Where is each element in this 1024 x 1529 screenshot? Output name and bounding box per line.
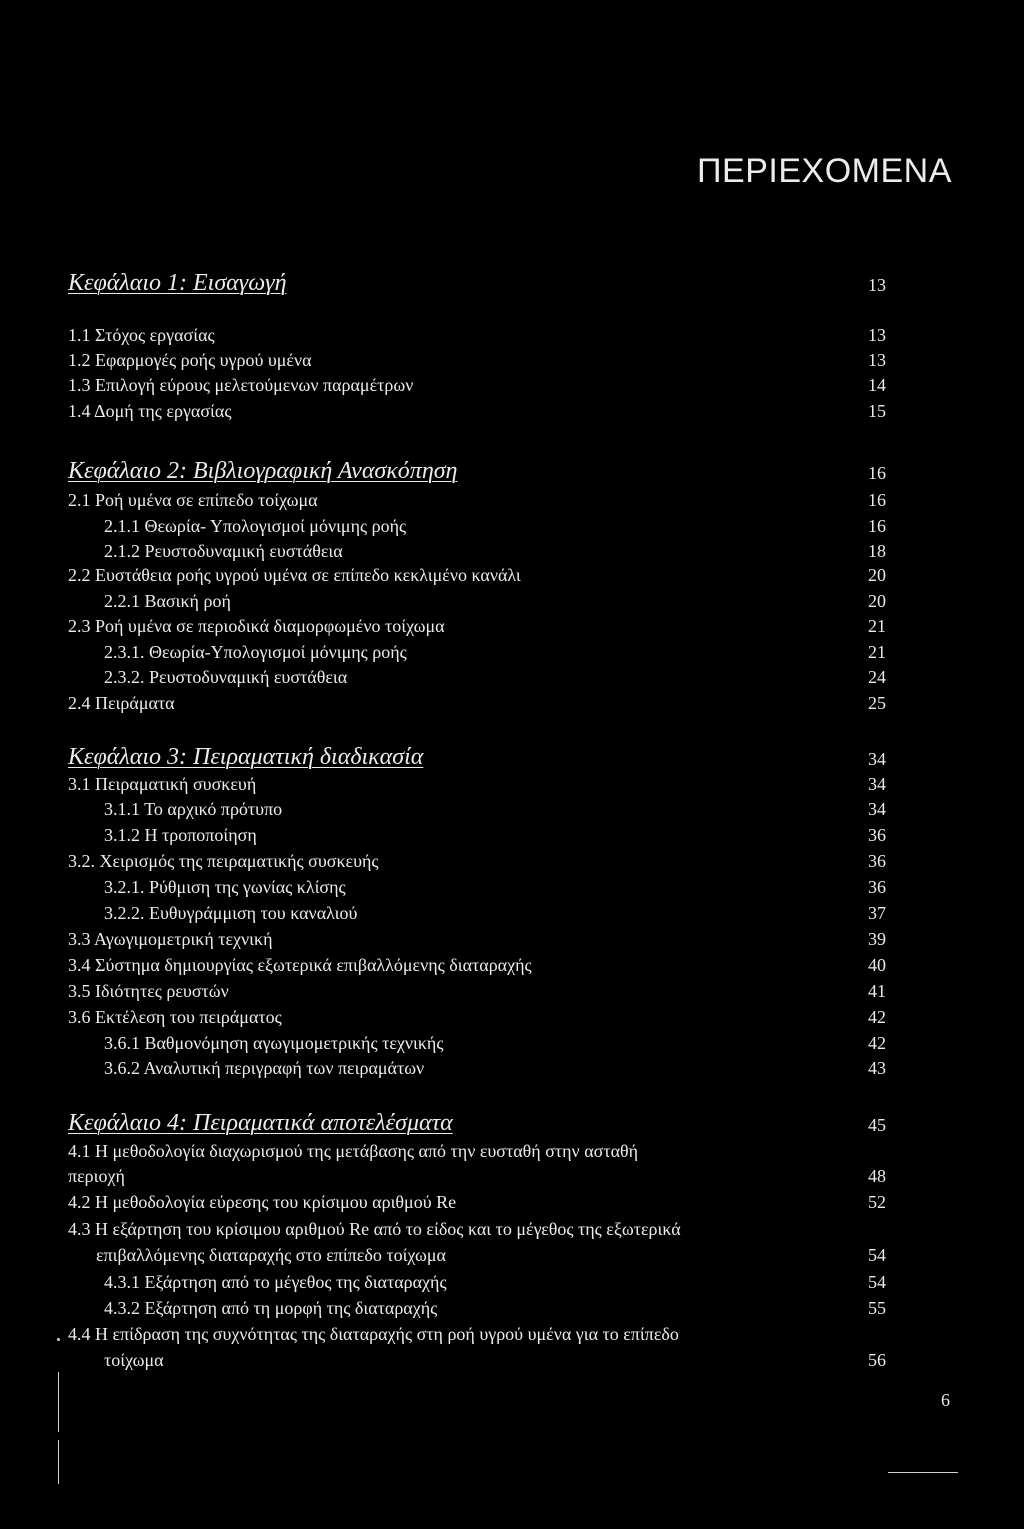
- toc-entry-title: 2.4 Πειράματα: [68, 693, 175, 713]
- toc-entry-page: 54: [868, 1272, 886, 1292]
- toc-entry-page: 13: [868, 325, 886, 345]
- toc-entry-page: 40: [868, 955, 886, 975]
- page-title: ΠΕΡΙΕΧΟΜΕΝΑ: [697, 152, 952, 190]
- toc-entry-title: 3.2.1. Ρύθμιση της γωνίας κλίσης: [104, 877, 346, 897]
- toc-entry-page: 42: [868, 1007, 886, 1027]
- toc-entry-title: 2.3.2. Ρευστοδυναμική ευστάθεια: [104, 667, 348, 687]
- toc-entry: [0, 1297, 1024, 1323]
- toc-entry-title: 3.1.1 Το αρχικό πρότυπο: [104, 799, 283, 819]
- toc-entry: [0, 928, 1024, 954]
- toc-entry-page: 42: [868, 1033, 886, 1053]
- toc-entry: [0, 349, 1024, 375]
- toc-entry-title: 2.2 Ευστάθεια ροής υγρού υμένα σε επίπεδο κεκλιμένο κανάλι: [68, 565, 521, 585]
- toc-entry: [0, 824, 1024, 850]
- toc-entry-title: 2.3.1. Θεωρία-Υπολογισμοί μόνιμης ροής: [104, 642, 407, 662]
- stray-mark: [57, 1338, 60, 1341]
- toc-entry: [0, 489, 1024, 515]
- toc-entry-title: 3.6.1 Βαθμονόμηση αγωγιμομετρικής τεχνικής: [104, 1033, 444, 1053]
- scan-mark-left-upper: [58, 1372, 59, 1432]
- footer-rule: [888, 1472, 958, 1473]
- toc-entry: [0, 515, 1024, 541]
- toc-entry: [0, 773, 1024, 799]
- toc-entry-title: 4.3.1 Εξάρτηση από το μέγεθος της διαταραχής: [104, 1272, 447, 1292]
- toc-entry-page: 24: [868, 667, 886, 687]
- toc-entry: [0, 1191, 1024, 1217]
- toc-entry: [0, 1057, 1024, 1083]
- toc-entry-title: 1.3 Επιλογή εύρους μελετούμενων παραμέτρων: [68, 375, 414, 395]
- toc-entry: [0, 692, 1024, 718]
- toc-entry-page: 20: [868, 565, 886, 585]
- toc-entry: [0, 666, 1024, 692]
- toc-chapter-heading: [0, 1108, 1024, 1134]
- toc-entry: [0, 590, 1024, 616]
- toc-entry-title: Κεφάλαιο 4: Πειραματικά αποτελέσματα: [68, 1110, 453, 1136]
- toc-entry-page: 16: [868, 490, 886, 510]
- toc-entry-title-continuation: περιοχή: [68, 1166, 125, 1186]
- toc-entry-page: 16: [868, 516, 886, 536]
- toc-entry: [0, 876, 1024, 902]
- toc-entry: [0, 564, 1024, 590]
- toc-entry-title: 4.3.2 Εξάρτηση από τη μορφή της διαταραχής: [104, 1298, 438, 1318]
- toc-entry-title: 2.1 Ροή υμένα σε επίπεδο τοίχωμα: [68, 490, 318, 510]
- toc-entry: [0, 540, 1024, 566]
- toc-entry: [0, 954, 1024, 980]
- toc-entry: [0, 850, 1024, 876]
- toc-entry: [0, 324, 1024, 350]
- toc-entry: [0, 798, 1024, 824]
- toc-entry-page: 13: [868, 275, 886, 295]
- toc-entry-page: 48: [868, 1166, 886, 1186]
- toc-entry-title: 3.6.2 Αναλυτική περιγραφή των πειραμάτων: [104, 1058, 425, 1078]
- toc-entry-title: 1.4 Δομή της εργασίας: [68, 401, 232, 421]
- toc-entry-title: Κεφάλαιο 3: Πειραματική διαδικασία: [68, 744, 424, 770]
- toc-entry-title: 3.4 Σύστημα δημιουργίας εξωτερικά επιβαλλόμενης διαταραχής: [68, 955, 532, 975]
- toc-entry-page: 21: [868, 642, 886, 662]
- toc-chapter-heading: [0, 456, 1024, 482]
- toc-entry-page: 14: [868, 375, 886, 395]
- toc-entry: [0, 980, 1024, 1006]
- toc-entry-title: Κεφάλαιο 2: Βιβλιογραφική Ανασκόπηση: [68, 458, 458, 484]
- toc-entry-page: 25: [868, 693, 886, 713]
- toc-entry-page: 21: [868, 616, 886, 636]
- toc-entry-title: 4.3 Η εξάρτηση του κρίσιμου αριθμού Re από το είδος και το μέγεθος της εξωτερικά: [68, 1219, 681, 1239]
- toc-entry-title: 3.3 Αγωγιμομετρική τεχνική: [68, 929, 273, 949]
- toc-entry-title: 2.3 Ροή υμένα σε περιοδικά διαμορφωμένο τοίχωμα: [68, 616, 445, 636]
- toc-entry-title: 4.2 Η μεθοδολογία εύρεσης του κρίσιμου αριθμού Re: [68, 1192, 457, 1212]
- toc-entry: [0, 615, 1024, 641]
- toc-entry-page: 13: [868, 350, 886, 370]
- toc-chapter-heading: [0, 742, 1024, 768]
- toc-entry-title-continuation: τοίχωμα: [104, 1350, 164, 1370]
- toc-entry-page: 36: [868, 877, 886, 897]
- toc-entry: [0, 641, 1024, 667]
- toc-entry-title: 1.1 Στόχος εργασίας: [68, 325, 215, 345]
- toc-entry: [0, 400, 1024, 426]
- toc-entry-title: 3.1 Πειραματική συσκευή: [68, 774, 257, 794]
- toc-entry-title-continuation: επιβαλλόμενης διαταραχής στο επίπεδο τοίχωμα: [96, 1245, 446, 1265]
- toc-entry-title: 3.5 Ιδιότητες ρευστών: [68, 981, 229, 1001]
- toc-entry-page: 43: [868, 1058, 886, 1078]
- toc-entry-title: Κεφάλαιο 1: Εισαγωγή: [68, 270, 287, 296]
- toc-entry-title: 3.6 Εκτέλεση του πειράματος: [68, 1007, 282, 1027]
- toc-entry-title: 4.4 Η επίδραση της συχνότητας της διαταραχής στη ροή υγρού υμένα για το επίπεδο: [68, 1324, 679, 1344]
- toc-entry: [0, 902, 1024, 928]
- toc-entry-page: 20: [868, 591, 886, 611]
- toc-entry-title: 2.1.1 Θεωρία- Υπολογισμοί μόνιμης ροής: [104, 516, 407, 536]
- toc-entry-title: 2.1.2 Ρευστοδυναμική ευστάθεια: [104, 541, 343, 561]
- toc-entry-page: 54: [868, 1245, 886, 1265]
- toc-entry-page: 34: [868, 799, 886, 819]
- toc-entry-title: 3.2. Χειρισμός της πειραματικής συσκευής: [68, 851, 379, 871]
- toc-entry: [0, 1032, 1024, 1058]
- toc-entry: [0, 1271, 1024, 1297]
- toc-entry-page: 37: [868, 903, 886, 923]
- toc-entry-page: 39: [868, 929, 886, 949]
- toc-entry-title: 4.1 Η μεθοδολογία διαχωρισμού της μετάβασης από την ευσταθή στην ασταθή: [68, 1141, 639, 1161]
- toc-entry: [0, 374, 1024, 400]
- toc-entry-page: 36: [868, 825, 886, 845]
- toc-entry-title: 2.2.1 Βασική ροή: [104, 591, 231, 611]
- scan-mark-left-lower: [58, 1440, 59, 1484]
- toc-entry-title: 1.2 Εφαρμογές ροής υγρού υμένα: [68, 350, 312, 370]
- toc-entry-page: 34: [868, 749, 886, 769]
- toc-entry-page: 41: [868, 981, 886, 1001]
- toc-entry-page: 55: [868, 1298, 886, 1318]
- toc-entry-title: 3.2.2. Ευθυγράμμιση του καναλιού: [104, 903, 358, 923]
- toc-entry: [0, 1006, 1024, 1032]
- toc-entry-page: 36: [868, 851, 886, 871]
- toc-entry-page: 45: [868, 1115, 886, 1135]
- toc-entry-page: 56: [868, 1350, 886, 1370]
- toc-entry-page: 34: [868, 774, 886, 794]
- toc-entry-title: 3.1.2 Η τροποποίηση: [104, 825, 257, 845]
- toc-chapter-heading: [0, 268, 1024, 294]
- toc-entry-page: 18: [868, 541, 886, 561]
- toc-entry-page: 16: [868, 463, 886, 483]
- page-number: 6: [941, 1390, 950, 1410]
- toc-entry-page: 52: [868, 1192, 886, 1212]
- toc-entry-page: 15: [868, 401, 886, 421]
